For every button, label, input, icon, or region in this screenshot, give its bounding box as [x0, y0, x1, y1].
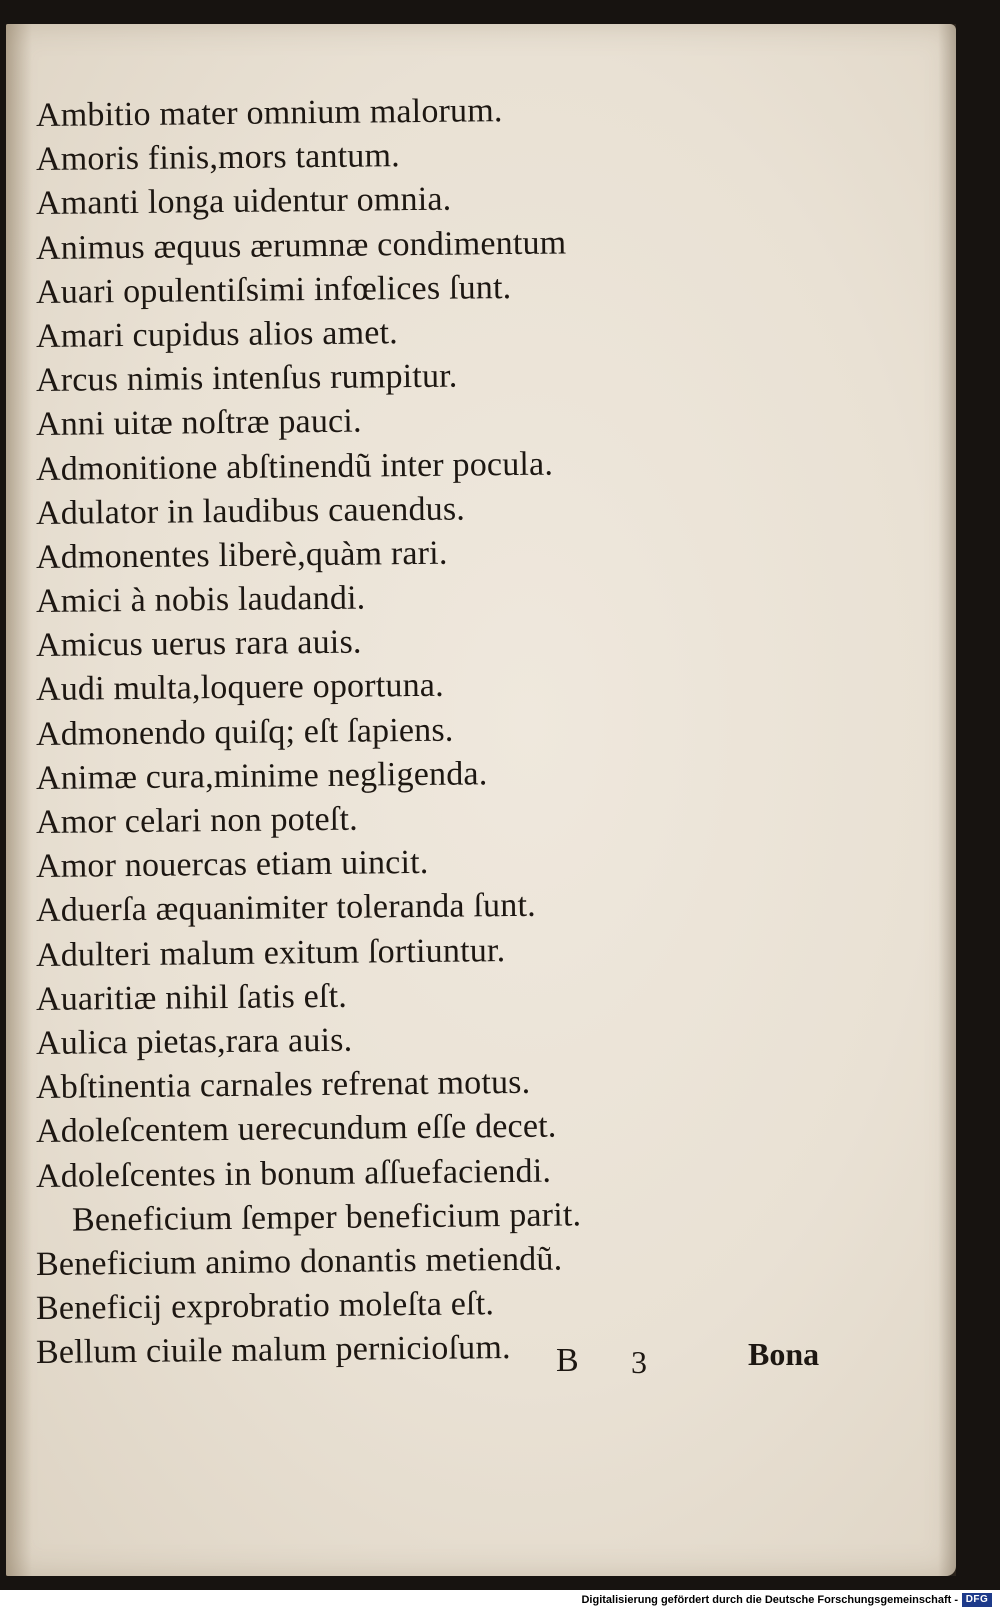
proverb-list [36, 94, 736, 1375]
proverb-line: Animus æquus ærumnæ condimentum [35, 224, 567, 267]
proverb-line: Amor celari non poteſt. [35, 800, 359, 841]
footer-bar [0, 1590, 1000, 1612]
proverb-line: Auari opulentiſsimi infœlices ſunt. [35, 268, 512, 311]
proverb-line: Bellum ciuile malum pernicioſum. [35, 1329, 511, 1372]
proverb-line: Amor nouercas etiam uincit. [35, 844, 429, 886]
proverb-line: Amicus uerus rara auis. [35, 623, 362, 665]
proverb-line: Adulteri malum exitum ſortiuntur. [35, 931, 506, 974]
signature-mark: B [556, 1342, 579, 1379]
proverb-line: Amari cupidus alios amet. [35, 314, 399, 355]
proverb-line: Aduerſa æquanimiter toleranda ſunt. [35, 887, 537, 930]
proverb-line: Animæ cura,minime negligenda. [35, 755, 488, 797]
proverb-line: Anni uitæ noſtræ pauci. [35, 402, 362, 444]
proverb-line: Abſtinentia carnales refrenat motus. [35, 1063, 531, 1107]
proverb-line: Beneficium animo donantis metiendũ. [35, 1240, 563, 1283]
book-page [6, 24, 956, 1576]
proverb-line: Aulica pietas,rara auis. [35, 1021, 353, 1062]
proverb-line: Amoris finis,mors tantum. [35, 137, 401, 179]
proverb-line: Admonentes liberè,quàm rari. [35, 534, 448, 576]
signature-number: 3 [631, 1344, 647, 1380]
dfg-logo-icon: DFG [962, 1593, 992, 1607]
catchword: Bona [748, 1336, 820, 1372]
proverb-line: Audi multa,loquere oportuna. [35, 667, 445, 709]
proverb-line: Beneficij exprobratio moleſta eſt. [35, 1285, 495, 1328]
page-edge-shadow [938, 24, 956, 1576]
proverb-line: Admonendo quiſq; eſt ſapiens. [35, 711, 454, 753]
proverb-line: Amanti longa uidentur omnia. [35, 181, 452, 223]
page-gutter-shadow [6, 24, 32, 1576]
proverb-line: Adulator in laudibus cauendus. [35, 490, 466, 532]
proverb-line: Ambitio mater omnium malorum. [35, 92, 503, 134]
proverb-line: Amici à nobis laudandi. [35, 579, 366, 621]
proverb-line: Beneficium ſemper beneficium parit. [71, 1195, 582, 1239]
proverb-line: Adoleſcentem uerecundum eſſe decet. [35, 1107, 557, 1151]
proverb-line: Adoleſcentes in bonum aſſuefaciendi. [35, 1152, 552, 1195]
funding-credit: Digitalisierung gefördert durch die Deutsche Forschungsgemeinschaft - [581, 1594, 958, 1606]
proverb-line: Arcus nimis intenſus rumpitur. [35, 357, 458, 400]
proverb-line: Admonitione abſtinendũ inter pocula. [35, 445, 554, 488]
proverb-line: Auaritiæ nihil ſatis eſt. [35, 977, 348, 1018]
